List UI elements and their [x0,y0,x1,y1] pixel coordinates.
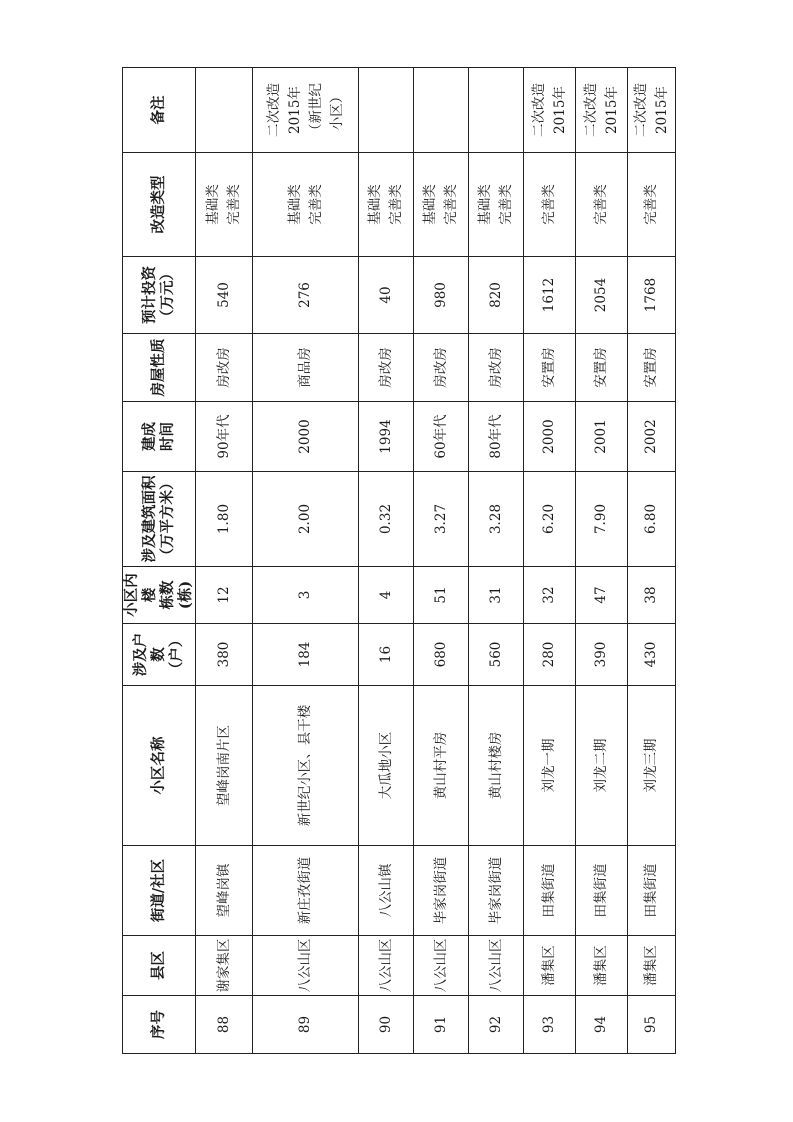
cell-seq: 92 [469,996,524,1054]
table-row [196,68,253,1054]
cell-remark [414,68,469,153]
cell-remark: 二次改造 2015年 [576,68,628,153]
cell-buildings: 12 [196,567,253,624]
cell-area: 3.27 [414,472,469,567]
cell-type: 基础类 完善类 [359,153,414,257]
cell-street: 田集街道 [524,846,576,936]
cell-name: 刘龙一期 [524,686,576,846]
table-row [414,68,469,1054]
table-row [253,68,359,1054]
cell-county: 八公山区 [359,936,414,996]
cell-households: 380 [196,624,253,686]
cell-name: 刘龙二期 [576,686,628,846]
cell-county: 八公山区 [414,936,469,996]
cell-street: 八公山镇 [359,846,414,936]
cell-type: 完善类 [576,153,628,257]
cell-investment: 2054 [576,257,628,334]
cell-investment: 540 [196,257,253,334]
cell-built: 2000 [524,402,576,472]
header-seq: 序号 [123,996,196,1054]
cell-remark [469,68,524,153]
cell-type: 完善类 [628,153,676,257]
cell-households: 16 [359,624,414,686]
cell-name: 大瓜地小区 [359,686,414,846]
cell-county: 八公山区 [253,936,359,996]
cell-households: 560 [469,624,524,686]
header-remark: 备注 [123,68,196,153]
cell-seq: 91 [414,996,469,1054]
table-row [628,68,676,1054]
header-street: 街道/社区 [123,846,196,936]
cell-remark: 二次改造 2015年 （新世纪 小区） [253,68,359,153]
cell-seq: 95 [628,996,676,1054]
header-type: 改造类型 [123,153,196,257]
cell-name: 黄山村楼房 [469,686,524,846]
cell-area: 6.20 [524,472,576,567]
cell-households: 280 [524,624,576,686]
cell-investment: 820 [469,257,524,334]
cell-buildings: 32 [524,567,576,624]
cell-nature: 安置房 [628,334,676,402]
cell-street: 毕家岗街道 [414,846,469,936]
cell-type: 基础类 完善类 [253,153,359,257]
cell-area: 2.00 [253,472,359,567]
cell-type: 基础类 完善类 [414,153,469,257]
cell-name: 新世纪小区、县干楼 [253,686,359,846]
cell-remark [196,68,253,153]
rotated-table-container [122,68,672,1054]
cell-buildings: 4 [359,567,414,624]
cell-county: 谢家集区 [196,936,253,996]
cell-type: 基础类 完善类 [196,153,253,257]
cell-nature: 安置房 [524,334,576,402]
cell-nature: 房改房 [359,334,414,402]
cell-area: 6.80 [628,472,676,567]
cell-investment: 1768 [628,257,676,334]
cell-area: 3.28 [469,472,524,567]
cell-county: 潘集区 [524,936,576,996]
cell-nature: 安置房 [576,334,628,402]
cell-name: 刘龙三期 [628,686,676,846]
cell-street: 田集街道 [576,846,628,936]
cell-built: 90年代 [196,402,253,472]
cell-households: 680 [414,624,469,686]
cell-built: 1994 [359,402,414,472]
header-built: 建成 时间 [123,402,196,472]
cell-remark: 二次改造 2015年 [628,68,676,153]
cell-name: 望峰岗南片区 [196,686,253,846]
cell-remark: 二次改造 2015年 [524,68,576,153]
cell-households: 184 [253,624,359,686]
cell-investment: 980 [414,257,469,334]
cell-seq: 94 [576,996,628,1054]
header-name: 小区名称 [123,686,196,846]
cell-type: 基础类 完善类 [469,153,524,257]
cell-area: 7.90 [576,472,628,567]
header-nature: 房屋性质 [123,334,196,402]
cell-county: 八公山区 [469,936,524,996]
cell-buildings: 51 [414,567,469,624]
header-households: 涉及户数 （户） [123,624,196,686]
cell-buildings: 38 [628,567,676,624]
table-row [469,68,524,1054]
cell-street: 田集街道 [628,846,676,936]
cell-area: 1.80 [196,472,253,567]
cell-nature: 房改房 [469,334,524,402]
cell-built: 80年代 [469,402,524,472]
cell-built: 2000 [253,402,359,472]
cell-type: 完善类 [524,153,576,257]
cell-investment: 1612 [524,257,576,334]
cell-street: 毕家岗街道 [469,846,524,936]
cell-name: 黄山村平房 [414,686,469,846]
cell-county: 潘集区 [576,936,628,996]
cell-buildings: 47 [576,567,628,624]
table-row [576,68,628,1054]
cell-households: 390 [576,624,628,686]
cell-nature: 商品房 [253,334,359,402]
cell-seq: 90 [359,996,414,1054]
table-row [359,68,414,1054]
cell-households: 430 [628,624,676,686]
cell-built: 60年代 [414,402,469,472]
cell-street: 望峰岗镇 [196,846,253,936]
cell-buildings: 31 [469,567,524,624]
header-county: 县区 [123,936,196,996]
cell-seq: 89 [253,996,359,1054]
cell-buildings: 3 [253,567,359,624]
header-investment: 预计投资 （万元） [123,257,196,334]
renovation-table [122,67,676,1054]
header-buildings: 小区内楼 栋数(栋) [123,567,196,624]
cell-nature: 房改房 [196,334,253,402]
cell-built: 2001 [576,402,628,472]
table-row [524,68,576,1054]
header-area: 涉及建筑面积 （万平方米） [123,472,196,567]
cell-seq: 88 [196,996,253,1054]
cell-street: 新庄孜街道 [253,846,359,936]
cell-investment: 276 [253,257,359,334]
cell-investment: 40 [359,257,414,334]
cell-built: 2002 [628,402,676,472]
cell-remark [359,68,414,153]
cell-area: 0.32 [359,472,414,567]
header-row [123,68,196,1054]
cell-seq: 93 [524,996,576,1054]
cell-county: 潘集区 [628,936,676,996]
cell-nature: 房改房 [414,334,469,402]
